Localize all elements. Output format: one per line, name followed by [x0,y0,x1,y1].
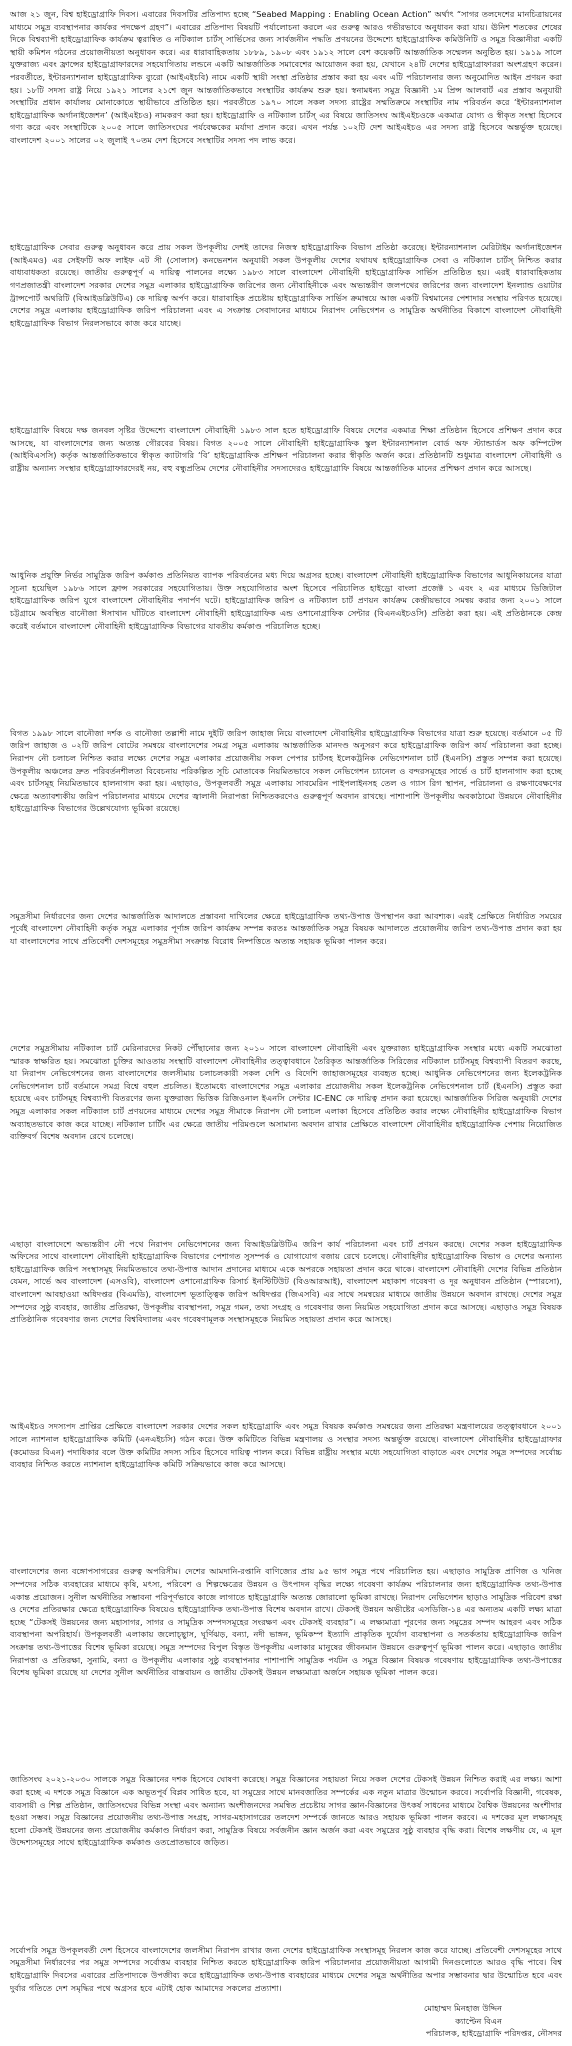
author-role: পরিচালক, হাইড্রোগ্রাফি পরিদপ্তর, নৌসদর [425,2028,562,2039]
article-paragraph-9: আইএইচও সদস্যপদ প্রাপ্তির প্রেক্ষিতে বাংলাদেশ সরকার দেশের সকল হাইড্রোগ্রাফি এবং সমুদ্র বিষয়ক কর্মকাণ্ড সমন্বয়ের জন্য প্রতিরক্ষা মন্ত্রণালয়ের তত্ত্বাবধানে ২০০১ সালে ন্যাশনাল হাইড্রোগ্রাফিক কমিটি (এনএইচসি) গঠন করে। উক্ত কমিটিতে বিভিন্ন মন্ত্রণালয় ও সংস্থার সদস্য অন্তর্ভুক্ত রয়েছে। বাংলাদেশ নৌবাহিনীর হাইড্রোগ্রাফার (কমোডর বিএন) পদাধিকার বলে উক্ত কমিটির সদস্য সচিব হিসেবে দায়িত্ব পালন করে। বিভিন্ন রাষ্ট্রীয় সংস্থার মধ্যে সহযোগিতা বাড়াতে এবং দেশের সমুদ্র সম্পদের সর্বোচ্চ ব্যবহার নিশ্চিত করতে ন্যাশনাল হাইড্রোগ্রাফিক কমিটি সক্রিয়ভাবে কাজ করে আসছে। [10,1421,562,1470]
article-body [10,8,562,1994]
article-paragraph-2: হাইড্রোগ্রাফিক সেবার গুরুত্ব অনুধাবন করে প্রায় সকল উপকূলীয় দেশই তাদের নিজস্ব হাইড্রোগ্রাফিক বিভাগ প্রতিষ্ঠা করেছে। ইন্টারন্যাশনাল মেরিটাইম অর্গানাইজেশন (আইএমও) এর সেইফটি অফ লাইফ এট সী (সোলাস) কনভেনশন অনুযায়ী সকল উপকূলীয় দেশের যথাযথ হাইড্রোগ্রাফিক সেবা ও নটিক্যাল চার্টস্‌ নিশ্চিত করার বাধ্যবাধকতা রয়েছে। জাতীয় গুরুত্বপূর্ণ এ দায়িত্ব পালনের লক্ষ্যে ১৯৮৩ সালে বাংলাদেশ নৌবাহিনী হাইড্রোগ্রাফিক সার্ভিস প্রতিষ্ঠিত হয়। এরই ধারাবাহিকতায় গণপ্রজাতন্ত্রী বাংলাদেশ সরকার দেশের সমুদ্র এলাকার হাইড্রোগ্রাফিক জরিপের জন্য নৌবাহিনীকে এবং অভ্যন্তরীণ জলপথের জরিপের জন্য বাংলাদেশ ইনল্যান্ড ওয়াটার ট্রান্সপোর্ট অথরিটি (বিআইডব্লিউটিএ) কে দায়িত্ব অর্পণ করে। ধারাবাহিক প্রচেষ্টায় হাইড্রোগ্রাফিক সার্ভিস ক্রমান্বয়ে আজ একটি বিশ্বমানের পেশাদার সংস্থায় পরিণত হয়েছে। দেশের সমুদ্র এলাকায় হাইড্রোগ্রাফিক জরিপ পরিচালনা এবং এ সংক্রান্ত সেবাদানের মাধ্যমে নিরাপদ নেভিগেশন ও সামুদ্রিক অর্থনীতির বিকাশে বাংলাদেশ নৌবাহিনী হাইড্রোগ্রাফিক বিভাগ নিরলসভাবে কাজ করে যাচ্ছে। [10,242,562,328]
article-paragraph-1: আজ ২১ জুন, বিশ্ব হাইড্রোগ্রাফি দিবস। এবারের দিবসটির প্রতিপাদ্য হচ্ছে “Seabed Mapping : Enabling Ocean Action” অর্থাৎ “সাগর তলদেশের মানচিত্রায়নের মাধ্যমে সমুদ্র ব্যবস্থাপনার কার্যকর পদক্ষেপ গ্রহণ”। এবারের প্রতিপাদ্য বিষয়টি পর্যালোচনা করলে এর গুরুত্ব আরও গভীরভাবে অনুধাবন করা যায়। ঊনিশ শতকের শেষের দিকে বিশ্বব্যাপী হাইড্রোগ্রাফিক কার্যক্রম ত্বরান্বিত ও নটিক্যাল চার্টস্‌ সার্ভিসের জন্য সার্বজনীন পদ্ধতি প্রণয়নের উদ্দেশ্যে হাইড্রোগ্রাফিক কমিউনিটি ও সমুদ্র বিজ্ঞানীরা একটি স্থায়ী কমিশন গঠনের প্রয়োজনীয়তা অনুধাবন করে। এর ধারাবাহিকতায় ১৮৮৯, ১৯০৮ এবং ১৯১২ সালে বেশ কয়েকটি আন্তর্জাতিক সম্মেলন অনুষ্ঠিত হয়। ১৯১৯ সালে যুক্তরাজ্য এবং ফ্রান্সের হাইড্রোগ্রাফারদের সহযোগিতায় লন্ডনে একটি আন্তর্জাতিক সমাবেশের আয়োজন করা হয়, যেখানে ২৪টি দেশের হাইড্রোগ্রাফাররা অংশগ্রহণ করেন। পরবর্তীতে, ইন্টারন্যাশনাল হাইড্রোগ্রাফিক ব্যুরো (আইএইচবি) নামে একটি স্থায়ী সংস্থা প্রতিষ্ঠার প্রস্তাব করা হয় এবং এটি পরিচালনার জন্য অনুমোদিত আইন প্রণয়ন করা হয়। ১৮টি সদস্য রাষ্ট্র নিয়ে ১৯২১ সালের ২১শে জুন আন্তর্জাতিকভাবে সংস্থাটির কার্যক্রম শুরু হয়। স্বনামধন্য সমুদ্র বিজ্ঞানী ১ম প্রিন্স আলবার্ট এর প্রস্তাব অনুযায়ী সংস্থাটির প্রধান কার্যালয় মোনাকোতে স্থায়ীভাবে প্রতিষ্ঠিত হয়। পরবর্তীতে ১৯৭০ সালে সকল সদস্য রাষ্ট্রের সম্মতিক্রমে সংস্থাটির নাম পরিবর্তন করে ‘ইন্টারন্যাশনাল হাইড্রোগ্রাফিক অর্গানাইজেশন’ (আইএইচও) নামকরণ করা হয়। হাইড্রোগ্রাফি ও নটিক্যাল চার্টস্‌ এর বিষয়ে জাতিসংঘ আইএইচওকে একমাত্র যোগ্য ও স্বীকৃত সংস্থা হিসেবে গণ্য করে এবং সংস্থাটিকে ২০০৫ সালে জাতিসংঘের পর্যবেক্ষকের মর্যাদা প্রদান করে। এখন পর্যন্ত ১০২টি দেশ আইএইচও এর সদস্য রাষ্ট্র হিসেবে অন্তর্ভুক্ত হয়েছে। বাংলাদেশ ২০০১ সালের ০২ জুলাই ৭০তম দেশ হিসেবে সংস্থাটির সদস্য পদ লাভ করে। [10,9,562,145]
article-paragraph-11: জাতিসংঘ ২০২১-২০৩০ সালকে সমুদ্র বিজ্ঞানের দশক হিসেবে ঘোষণা করেছে। সমুদ্র বিজ্ঞানের সহায়তা নিয়ে সকল দেশের টেকসই উন্নয়ন নিশ্চিত করাই এর লক্ষ্য। আশা করা হচ্ছে এ দশকে সমুদ্র বিজ্ঞানে এক অভূতপূর্ব বিপ্লব সাধিত হবে, যা সমুদ্রের সাথে মানবজাতির সম্পর্কের এক নতুন মাত্রার উন্মোচন করবে। সর্বোপরি বিজ্ঞানী, গবেষক, ব্যবসায়ী ও শিল্প প্রতিষ্ঠান, জাতিসংঘের বিভিন্ন সংস্থা এবং অন্যান্য অংশীজনদের সমন্বিত প্রচেষ্টায় সাগর জ্ঞান-বিজ্ঞানের উৎকর্ষ সাধনের মাধ্যমে বৈশ্বিক উন্নয়নের অংশীদার হওয়া সম্ভব। সমুদ্র বিজ্ঞানের প্রয়োজনীয় তথ্য-উপাত্ত সংগ্রহ, সাগর-মহাসাগরের তলদেশ সম্পর্কে জানতে আরও সহায়ক ভূমিকা পালন করবে। এ দশকের মূল লক্ষ্যসমূহ হলো টেকসই উন্নয়নের জন্য প্রয়োজনীয় কর্মকাণ্ড নির্ধারণ করা, সামুদ্রিক বিষয়ে সর্বজনীন জ্ঞান অর্জন করা এবং সমুদ্রের সুষ্ঠু ব্যবহার বৃদ্ধি করা। বিশেষ লক্ষণীয় যে, এ মূল উদ্দেশ্যসমূহের সাথে হাইড্রোগ্রাফিক কর্মকাণ্ড ওতপ্রোতভাবে জড়িত। [10,1774,562,1848]
article-paragraph-8: এছাড়া বাংলাদেশে অভ্যন্তরীণ নৌ পথে নিরাপদ নেভিগেশনের জন্য বিআইডব্লিউটিএ জরিপ কার্য পরিচালনা এবং চার্ট প্রণয়ন করছে। দেশের সকল হাইড্রোগ্রাফিক অফিসের সাথে বাংলাদেশ নৌবাহিনী হাইড্রোগ্রাফিক বিভাগের পেশাগত সুসম্পর্ক ও যোগাযোগ বজায় রেখে চলেছে। নৌবাহিনীর হাইড্রোগ্রাফিক বিভাগ ও দেশের অন্যান্য হাইড্রোগ্রাফিক জরিপ সংস্থাসমূহ নিয়মিতভাবে তথ্য-উপাত্ত আদান প্রদানের মাধ্যমে একে অপরকে সহায়তা প্রদান করে থাকে। বাংলাদেশ নৌবাহিনী দেশের বিভিন্ন প্রতিষ্ঠান যেমন, সার্ভে অব বাংলাদেশ (এসওবি), বাংলাদেশ ওশানোগ্রাফিক রিসার্চ ইনস্টিটিউট (বিওআরআই), বাংলাদেশ মহাকাশ গবেষণা ও দূর অনুধাবন প্রতিষ্ঠান (স্পারসো), বাংলাদেশ আবহাওয়া অধিদপ্তর (বিএমডি), বাংলাদেশ ভূতাত্ত্বিক জরিপ অধিদপ্তর (জিএসবি) এর সাথে সমন্বয়ের মাধ্যমে জাতীয় উন্নয়নে অবদান রাখছে। দেশের সমুদ্র সম্পদের সুষ্ঠু ব্যবহার, জাতীয় প্রতিরক্ষা, উপকূলীয় ব্যবস্থাপনা, সমুদ্র গমন, তথ্য সংগ্রহ ও গবেষণার জন্য নিয়মিত সহযোগিতা প্রদান করে আসছে। এছাড়াও সমুদ্র বিষয়ক প্রাতিষ্ঠানিক গবেষণার জন্য দেশের বিশ্ববিদ্যালয় এবং গবেষণামূলক সংস্থাসমূহকে নিয়মিত সহায়তা প্রদান করে আসছে। [10,1238,562,1325]
article-paragraph-7: দেশের সমুদ্রসীমায় নটিক্যাল চার্ট মেরিনারদের নিকট পৌঁছানোর জন্য ২০১০ সালে বাংলাদেশ নৌবাহিনী এবং যুক্তরাজ্য হাইড্রোগ্রাফিক সংস্থার মধ্যে একটি সমঝোতা স্মারক স্বাক্ষরিত হয়। সমঝোতা চুক্তির আওতায় সংস্থাটি বাংলাদেশ নৌবাহিনীর তত্ত্বাবধানে তৈরিকৃত আন্তর্জাতিক সিরিজের নটিক্যাল চার্টসমূহ বিশ্বব্যাপী বিতরণ করছে, যা নিরাপদ নেভিগেশনের জন্য বাংলাদেশের জলসীমায় চলাচলকারী সকল দেশি ও বিদেশি জাহাজসমূহের ব্যবহৃত হচ্ছে। আধুনিক নেভিগেশনের জন্য ইলেকট্রনিক নেভিগেশনাল চার্ট বর্তমানে সমগ্র বিশ্বে বহুল প্রচলিত। ইতোমধ্যে বাংলাদেশের সমুদ্র এলাকার প্রয়োজনীয় সকল ইলেকট্রনিক নেভিগেশনাল চার্ট (ইএনসি) প্রস্তুত করা হয়েছে এবং চার্টসমূহ বিশ্বব্যাপী বিতরণের জন্য যুক্তরাজ্য ভিত্তিক রিজিওনাল ইএনসি সেন্টার IC-ENC কে দায়িত্ব প্রদান করা হয়েছে। আন্তর্জাতিক সিরিজ অনুযায়ী দেশের সমুদ্র এলাকার সকল নটিক্যাল চার্ট প্রণয়নের মাধ্যমে দেশের সমুদ্র সীমাকে নিরাপদ নৌ চলাচল এলাকা হিসেবে প্রতিষ্ঠিত করার লক্ষ্যে নৌবাহিনীর হাইড্রোগ্রাফিক বিভাগ অব্যাহতভাবে কাজ করে যাচ্ছে। নটিক্যাল চার্টিং এর ক্ষেত্রে জাতীয় পরিমণ্ডলে অসামান্য অবদান রাখার প্রেক্ষিতে বাংলাদেশ নৌবাহিনীর হাইড্রোগ্রাফিক পেশায় নিয়োজিত ব্যক্তিবর্গ বিশেষ অবদান রেখে চলেছে। [10,1043,562,1142]
article-paragraph-12: সর্বোপরি সমুদ্র উপকূলবর্তী দেশ হিসেবে বাংলাদেশের জলসীমা নিরাপদ রাখার জন্য দেশের হাইড্রোগ্রাফিক সংস্থাসমূহ নিরলস কাজ করে যাচ্ছে। প্রতিবেশী দেশসমূহের সাথে সমুদ্রসীমা নির্ধারণের পর সমুদ্র সম্পদের সর্বোত্তম ব্যবহার নিশ্চিত করতে হাইড্রোগ্রাফিক জরিপ পরিচালনার প্রয়োজনীয়তা আগামী দিনগুলোতে আরও বৃদ্ধি পাবে। বিশ্ব হাইড্রোগ্রাফি দিবসের এবারের প্রতিপাদ্যকে উপজীব্য করে হাইড্রোগ্রাফিক তথ্য-উপাত্ত ব্যবহারের মাধ্যমে দেশের সমুদ্র অর্থনীতির অপার সম্ভাবনার দ্বার উন্মোচিত হবে এবং দুর্বার গতিতে দেশ সমৃদ্ধির পথে অগ্রসর হবে এটাই হোক আমাদের সকলের প্রত্যাশা। [10,1944,562,1993]
article-paragraph-10: বাংলাদেশের জন্য বঙ্গোপসাগরের গুরুত্ব অপরিসীম। দেশের আমদানি-রপ্তানি বাণিজ্যের প্রায় ৯৫ ভাগ সমুদ্র পথে পরিচালিত হয়। এছাড়াও সামুদ্রিক প্রাণিজ ও খনিজ সম্পদের সঠিক ব্যবহারের মাধ্যমে কৃষি, মৎস্য, পরিবেশ ও শিল্পক্ষেত্রের উন্নয়ন ও উৎপাদন বৃদ্ধির লক্ষ্যে গবেষণা কার্যক্রম পরিচালনার জন্য হাইড্রোগ্রাফিক তথ্য-উপাত্ত একান্ত প্রয়োজন। সুনীল অর্থনীতির সম্ভাবনা পরিপূর্ণভাবে কাজে লাগাতে হাইড্রোগ্রাফি অত্যন্ত জোরালো ভূমিকা রাখছে। নিরাপদ নেভিগেশন ছাড়াও সামুদ্রিক পরিবেশ রক্ষা ও দেশের প্রতিরক্ষার ক্ষেত্রে হাইড্রোগ্রাফিক বিষয়েও হাইড্রোগ্রাফিক তথ্য-উপাত্ত বিশেষ অবদান রাখে। টেকসই উন্নয়ন অভীষ্টের এসডিজি-১৪ এর অন্যতম একটি লক্ষ্য মাত্রা হচ্ছে “টেকসই উন্নয়নের জন্য মহাসাগর, সাগর ও সামুদ্রিক সম্পদসমূহের সংরক্ষণ এবং টেকসই ব্যবহার”। এ লক্ষ্যমাত্রা পূরণের জন্য সমুদ্রের সম্পদ আহরণ এবং সঠিক ব্যবস্থাপনা অপরিহার্য। উপকূলবর্তী এলাকায় জলোচ্ছ্বাস, ঘূর্ণিঝড়, বন্যা, নদী ভাঙ্গন, ভূমিকম্প ইত্যাদি প্রাকৃতিক দুর্যোগ ব্যবস্থাপনা ও সতর্কতায় হাইড্রোগ্রাফিক জরিপ সংক্রান্ত তথ্য-উপাত্তের বিশেষ ভূমিকা রয়েছে। সমুদ্র সম্পদের বিপুল বিস্তৃত উপকূলীয় এলাকার মানুষের জীবনমান উন্নয়নে গুরুত্বপূর্ণ ভূমিকা পালন করে। এছাড়াও জাতীয় নিরাপত্তা ও প্রতিরক্ষা, সুনামি, বন্যা ও উপকূলীয় এলাকার সুষ্ঠু ব্যবস্থাপনার পাশাপাশি সামুদ্রিক পর্যটন ও সমুদ্র বিজ্ঞান বিষয়ক গবেষণায় হাইড্রোগ্রাফিক তথ্য-উপাত্তের বিশেষ ভূমিকা রয়েছে যা দেশের সুনীল অর্থনীতির বাস্তবায়ন ও জাতীয় টেকসই উন্নয়ন লক্ষ্যমাত্রা অর্জনে সহায়ক ভূমিকা পালন করে। [10,1566,563,1678]
author-signature [10,2002,562,2040]
article-paragraph-4: আধুনিক প্রযুক্তি নির্ভর সামুদ্রিক জরিপ কর্মকাণ্ড প্রতিনিয়ত ব্যাপক পরিবর্তনের মধ্য দিয়ে অগ্রসর হচ্ছে। বাংলাদেশ নৌবাহিনী হাইড্রোগ্রাফিক বিভাগের আধুনিকায়নের যাত্রা সূচনা হয়েছিল ১৯৮৬ সালে ফ্রান্স সরকারের সহযোগিতায়। উক্ত সহযোগিতার অংশ হিসেবে পরিচালিত হাইড্রো বাংলা প্রজেক্ট ১ এবং ২ এর মাধ্যমে ডিজিটাল হাইড্রোগ্রাফিক জরিপ যুগে বাংলাদেশ নৌবাহিনীর পদার্পণ ঘটে। হাইড্রোগ্রাফিক জরিপ ও নটিক্যাল চার্ট প্রণয়ন কার্যক্রম কেন্দ্রীয়ভাবে সমন্বয় করার জন্য ২০০১ সালে চট্টগ্রামে অবস্থিত বানৌজা ঈসাখান ঘাঁটিতে বাংলাদেশ নৌবাহিনী হাইড্রোগ্রাফিক এন্ড ওশানোগ্রাফিক সেন্টার (বিএনএইচওসি) প্রতিষ্ঠা করা হয়। এই প্রতিষ্ঠানকে কেন্দ্র করেই বর্তমানে বাংলাদেশ নৌবাহিনী হাইড্রোগ্রাফিক বিভাগের যাবতীয় কর্মকাণ্ড পরিচালিত হচ্ছে। [10,570,562,631]
author-rank: ক্যাপ্টেন বিএন [455,2015,502,2026]
article-paragraph-5: বিগত ১৯৯৮ সালে বানৌজা দর্শক ও বানৌজা তল্লাশী নামে দুইটি জরিপ জাহাজ নিয়ে বাংলাদেশ নৌবাহিনীর হাইড্রোগ্রাফিক বিভাগের যাত্রা শুরু হয়েছে। বর্তমানে ০৫ টি জরিপ জাহাজ ও ০২টি জরিপ বোটের সমন্বয়ে বাংলাদেশের সমগ্র সমুদ্র এলাকায় আন্তর্জাতিক মানদণ্ড অনুসরণ করে হাইড্রোগ্রাফিক জরিপ কার্য পরিচালনা করা হচ্ছে। নিরাপদ নৌ চলাচল নিশ্চিত করার লক্ষ্যে দেশের সমুদ্র এলাকার প্রয়োজনীয় সকল পেপার চার্টসহ ইলেকট্রনিক নেভিগেশনাল চার্ট (ইএনসি) প্রস্তুত সম্পন্ন করা হয়েছে। উপকূলীয় অঞ্চলের দ্রুত পরিবর্তনশীলতা বিবেচনায় পরিকল্পিত সূচি মোতাবেক নিয়মিতভাবে সকল নেভিগেশন চ্যানেল ও বন্দরসমূহের সার্ভে ও চার্ট হালনাগাদ করা হচ্ছে এবং চার্টসমূহ নিয়মিতভাবে হালনাগাদ করা হয়। এছাড়াও, উপকূলবর্তী সমুদ্র এলাকায় সাবমেরিন পাইপলাইনসহ তেল ও গ্যাস রিগ স্থাপন, পরিচালনা ও রক্ষণাবেক্ষণের ক্ষেত্রে অত্যাবশ্যকীয় জরিপ পরিচালনার মাধ্যমে দেশের জ্বালানী নিরাপত্তা নিশ্চিতকরণেও গুরুত্বপূর্ণ অবদান রাখছে। পাশাপাশি উপকূলীয় অবকাঠামো উন্নয়নে নৌবাহিনীর হাইড্রোগ্রাফিক বিভাগের উল্লেখযোগ্য ভূমিকা রয়েছে। [10,727,562,814]
article-paragraph-6: সমুদ্রসীমা নির্ধারণের জন্য দেশের আন্তর্জাতিক আদালতে প্রস্তাবনা দাখিলের ক্ষেত্রে হাইড্রোগ্রাফিক তথ্য-উপাত্ত উপস্থাপন করা আবশ্যক। এরই প্রেক্ষিতে নির্ধারিত সময়ের পূর্বেই বাংলাদেশ নৌবাহিনী কর্তৃক সমুদ্র এলাকার পূর্ণাঙ্গ জরিপ কার্যক্রম সম্পন্ন করতঃ আন্তর্জাতিক সমুদ্র বিষয়ক আদালতে প্রয়োজনীয় জরিপ তথ্য-উপাত্ত প্রদান করা হয় যা বাংলাদেশের সাথে প্রতিবেশী দেশসমূহের সমুদ্রসীমা সংক্রান্ত বিরোধ নিষ্পত্তিতে অত্যন্ত সহায়ক ভূমিকা পালন করে। [10,910,562,946]
author-name: মোহাম্মদ মিনহাজ উদ্দিন [424,2003,502,2014]
article-paragraph-3: হাইড্রোগ্রাফি বিষয়ে দক্ষ জনবল সৃষ্টির উদ্দেশ্যে বাংলাদেশ নৌবাহিনী ১৯৮৩ সাল হতে হাইড্রোগ্রাফি বিষয়ে দেশের একমাত্র শিক্ষা প্রতিষ্ঠান হিসেবে প্রশিক্ষণ প্রদান করে আসছে, যা বাংলাদেশের জন্য অত্যন্ত গৌরবের বিষয়। বিগত ২০০৫ সালে নৌবাহিনী হাইড্রোগ্রাফিক স্কুল ইন্টারন্যাশনাল বোর্ড অফ স্ট্যান্ডার্ডস অফ কম্পিটেন্স (আইবিএসসি) কর্তৃক আন্তর্জাতিকভাবে স্বীকৃত ক্যাটাগরি ‘বি’ হাইড্রোগ্রাফিক প্রশিক্ষণ পরিচালনা করার স্বীকৃতি অর্জন করে। প্রতিষ্ঠানটি শুধুমাত্র বাংলাদেশ নৌবাহিনী ও রাষ্ট্রীয় অন্যান্য সংস্থার হাইড্রোগ্রাফারদেরই নয়, বহু বন্ধুপ্রতিম দেশের নৌবাহিনীর সদস্যদেরও হাইড্রোগ্রাফি বিষয়ে আন্তর্জাতিক মানের প্রশিক্ষণ প্রদান করে আসছে। [10,425,562,473]
